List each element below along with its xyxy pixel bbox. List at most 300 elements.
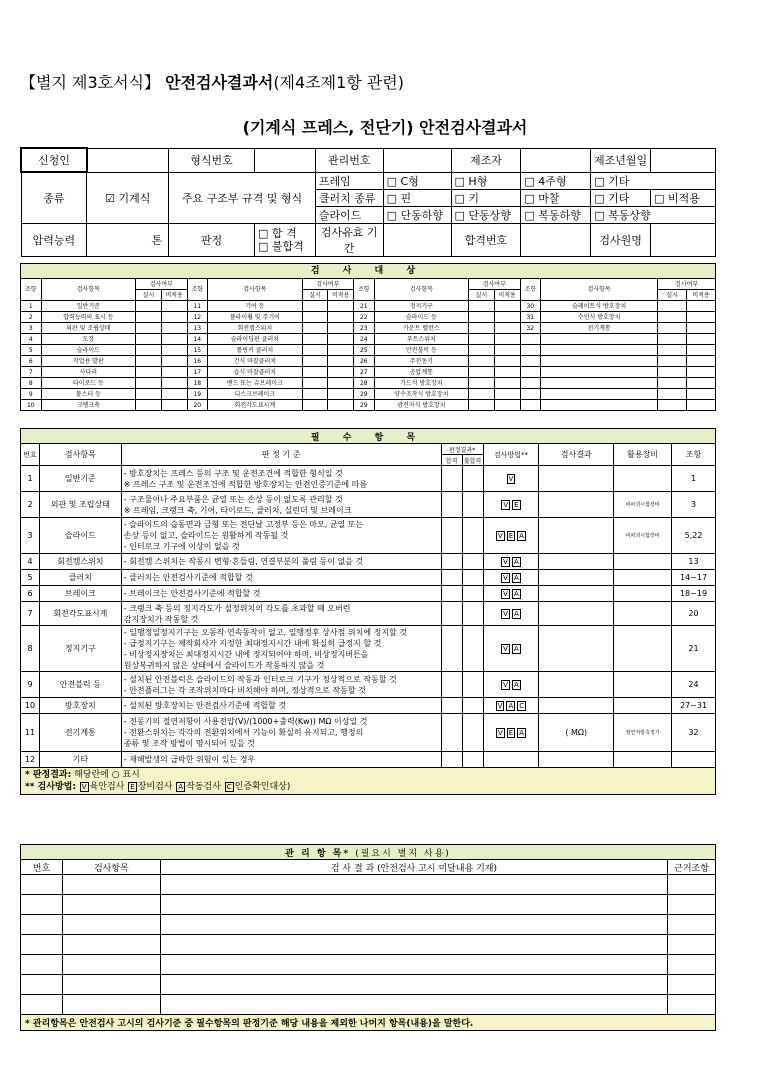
- required-clause: 1: [672, 466, 716, 492]
- required-item: 전기계통: [39, 714, 121, 752]
- target-na-cell[interactable]: [494, 400, 520, 411]
- required-criteria: [121, 554, 441, 570]
- mgmt-row: [21, 975, 716, 995]
- target-na-cell[interactable]: [687, 334, 716, 345]
- target-na-cell[interactable]: [494, 389, 520, 400]
- target-na-cell[interactable]: [161, 301, 187, 312]
- required-row: [21, 466, 716, 492]
- mgmt-result-cell[interactable]: [160, 995, 667, 1015]
- required-clause: 5,22: [672, 518, 716, 554]
- mgmt-no-cell[interactable]: [21, 915, 63, 935]
- target-do-cell[interactable]: [302, 400, 328, 411]
- target-item-no: 21: [354, 301, 375, 312]
- target-item-no: 9: [21, 389, 42, 400]
- judge-fail-cell[interactable]: [462, 492, 483, 518]
- slide-opt-1[interactable]: □ 단동하향: [383, 206, 451, 223]
- target-do-cell[interactable]: [302, 378, 328, 389]
- required-result[interactable]: [539, 698, 614, 714]
- col-item: 검사항목: [39, 444, 121, 466]
- target-do-cell[interactable]: [658, 378, 687, 389]
- judge-fail-cell[interactable]: [462, 602, 483, 626]
- pass-no-value[interactable]: [521, 223, 591, 256]
- target-na-cell[interactable]: [161, 400, 187, 411]
- required-result[interactable]: [539, 554, 614, 570]
- mgmt-row: [21, 895, 716, 915]
- target-item-no: 25: [354, 345, 375, 356]
- target-row: [21, 400, 716, 411]
- target-do-cell[interactable]: [658, 312, 687, 323]
- required-method: [483, 466, 539, 492]
- target-item-no: 3: [21, 323, 42, 334]
- target-item-no: 26: [354, 356, 375, 367]
- mgmt-no-cell[interactable]: [21, 975, 63, 995]
- clutch-opt-na[interactable]: □ 비적용: [651, 189, 716, 206]
- target-do-cell[interactable]: [658, 301, 687, 312]
- form-reference: (제4조제1항 관련): [273, 73, 404, 92]
- target-na-cell[interactable]: [328, 367, 354, 378]
- target-item-name: 전기계통: [541, 323, 658, 334]
- target-do-cell[interactable]: [302, 301, 328, 312]
- judge-fail-cell[interactable]: [462, 672, 483, 698]
- method-v-icon: V: [508, 474, 514, 483]
- judge-pass-cell[interactable]: [441, 518, 462, 554]
- target-item-no: 11: [187, 301, 208, 312]
- required-method: [483, 554, 539, 570]
- mgmt-no-cell[interactable]: [21, 935, 63, 955]
- target-item-name: 푸트스위치: [374, 334, 469, 345]
- note1-label: * 판정결과:: [25, 770, 72, 780]
- target-na-cell[interactable]: [328, 323, 354, 334]
- required-row: [21, 602, 716, 626]
- mgmt-clause-cell[interactable]: [668, 935, 716, 955]
- target-item-no: 31: [520, 312, 541, 323]
- criteria-line: - 안전플러그는 각 조작위치마다 비치해야 하며, 정상적으로 작동할 것: [123, 685, 366, 695]
- target-item-name: 양수조작식 방호장치: [374, 389, 469, 400]
- required-equip: [614, 698, 672, 714]
- required-equip: [614, 672, 672, 698]
- criteria-line: - 방호장치는 프레스 등의 구조 및 운전조건에 적합한 형식일 것: [123, 468, 343, 478]
- target-col-na: 비적용: [494, 290, 520, 301]
- target-item-no: 30: [520, 301, 541, 312]
- inspector-value[interactable]: [651, 223, 716, 256]
- required-row: [21, 518, 716, 554]
- criteria-line: - 전환스위치는 각각의 전환위치에서 기능이 확실히 유지되고, 행정의: [123, 728, 364, 737]
- required-result[interactable]: [539, 518, 614, 554]
- mgmt-clause-cell[interactable]: [668, 915, 716, 935]
- target-do-cell[interactable]: [136, 389, 162, 400]
- target-item-no: [520, 378, 541, 389]
- mgmt-clause-cell[interactable]: [668, 895, 716, 915]
- target-item-name: 수인식 방호장치: [541, 312, 658, 323]
- target-item-no: 23: [354, 323, 375, 334]
- mgmt-result-cell[interactable]: [160, 935, 667, 955]
- target-item-no: 29: [354, 389, 375, 400]
- method-e-icon: E: [508, 531, 514, 540]
- slide-opt-3[interactable]: □ 복동하향: [521, 206, 591, 223]
- method-v-icon: V: [503, 680, 508, 689]
- maker-value[interactable]: [521, 148, 591, 172]
- target-na-cell[interactable]: [328, 334, 354, 345]
- target-na-cell[interactable]: [328, 356, 354, 367]
- slide-opt-4[interactable]: □ 복동상향: [591, 206, 716, 223]
- clutch-opt-friction[interactable]: □ 마찰: [521, 189, 591, 206]
- target-na-cell[interactable]: [494, 345, 520, 356]
- target-na-cell[interactable]: [687, 345, 716, 356]
- required-equip: [614, 586, 672, 602]
- judge-fail-cell[interactable]: [462, 698, 483, 714]
- method-a-icon: A: [519, 531, 524, 540]
- pass-checkbox[interactable]: □ 합 격: [257, 226, 297, 240]
- required-result[interactable]: [539, 586, 614, 602]
- mgmt-title: 관 리 항 목*: [285, 848, 351, 859]
- judge-pass-cell[interactable]: [441, 698, 462, 714]
- target-na-cell[interactable]: [161, 378, 187, 389]
- required-clause: 32: [672, 714, 716, 752]
- frame-opt-4[interactable]: □ 4주형: [521, 172, 591, 189]
- judge-pass-cell[interactable]: [441, 492, 462, 518]
- target-na-cell[interactable]: [161, 389, 187, 400]
- judge-pass-cell[interactable]: [441, 586, 462, 602]
- target-row: [21, 378, 716, 389]
- note-cert: 인증확인대상): [234, 782, 291, 792]
- required-clause: 14~17: [672, 570, 716, 586]
- mgmt-item-cell[interactable]: [62, 915, 160, 935]
- target-do-cell[interactable]: [302, 356, 328, 367]
- target-item-no: 32: [520, 323, 541, 334]
- target-na-cell[interactable]: [687, 301, 716, 312]
- target-col-no: 조항: [354, 279, 375, 301]
- judge-pass-cell[interactable]: [441, 554, 462, 570]
- mgmt-clause-cell[interactable]: [668, 875, 716, 895]
- target-item-no: [520, 345, 541, 356]
- target-do-cell[interactable]: [469, 345, 495, 356]
- target-na-cell[interactable]: [687, 312, 716, 323]
- judge-pass-cell[interactable]: [441, 714, 462, 752]
- mgmt-result-cell[interactable]: [160, 895, 667, 915]
- target-do-cell[interactable]: [136, 378, 162, 389]
- target-na-cell[interactable]: [494, 378, 520, 389]
- target-do-cell[interactable]: [469, 389, 495, 400]
- frame-opt-h[interactable]: □ H형: [451, 172, 521, 189]
- target-col-na: 비적용: [161, 290, 187, 301]
- target-na-cell[interactable]: [161, 334, 187, 345]
- target-na-cell[interactable]: [328, 378, 354, 389]
- target-na-cell[interactable]: [161, 345, 187, 356]
- target-item-name: [541, 356, 658, 367]
- target-na-cell[interactable]: [687, 400, 716, 411]
- required-result[interactable]: [539, 466, 614, 492]
- target-col-do: 실시: [136, 290, 162, 301]
- kind-value[interactable]: ☑ 기계식: [87, 172, 169, 223]
- target-item-no: 12: [187, 312, 208, 323]
- target-item-name: 광전자식 방호장치: [374, 400, 469, 411]
- target-item-name: 가드식 방호장치: [374, 378, 469, 389]
- judge-fail-cell[interactable]: [462, 518, 483, 554]
- mgmt-result-cell[interactable]: [160, 875, 667, 895]
- judge-fail-cell[interactable]: [462, 626, 483, 672]
- required-method: [483, 626, 539, 672]
- required-result[interactable]: [539, 492, 614, 518]
- mgmt-item-cell[interactable]: [62, 895, 160, 915]
- kind-label: 종류: [21, 172, 87, 223]
- required-result[interactable]: [539, 570, 614, 586]
- required-method: [483, 714, 539, 752]
- required-item: 안전블럭 등: [39, 672, 121, 698]
- method-a-icon: A: [513, 573, 519, 582]
- required-clause: 18~19: [672, 586, 716, 602]
- criteria-line: - 일행정일정지기구는 오동작·연속동작이 없고, 일행정후 상사점 위치에 정지할 것: [123, 627, 408, 637]
- target-item-name: 슬라이딩핀 클러치: [208, 334, 303, 345]
- target-do-cell[interactable]: [469, 312, 495, 323]
- target-na-cell[interactable]: [687, 378, 716, 389]
- required-item: 외관 및 조립상태: [39, 492, 121, 518]
- target-row: [21, 334, 716, 345]
- target-na-cell[interactable]: [494, 367, 520, 378]
- target-item-no: 13: [187, 323, 208, 334]
- mgmt-row: [21, 995, 716, 1015]
- model-no-value[interactable]: [254, 148, 315, 172]
- target-item-no: 19: [187, 389, 208, 400]
- applicant-value[interactable]: [87, 148, 169, 172]
- mgmt-no-cell[interactable]: [21, 875, 63, 895]
- target-item-no: [520, 334, 541, 345]
- target-na-cell[interactable]: [687, 389, 716, 400]
- target-do-cell[interactable]: [658, 367, 687, 378]
- method-v-icon: V: [503, 589, 508, 598]
- clutch-opt-etc[interactable]: □ 기타: [591, 189, 651, 206]
- target-do-cell[interactable]: [469, 400, 495, 411]
- target-do-cell[interactable]: [658, 356, 687, 367]
- criteria-line: 종류 및 조작 방법이 명시되어 있을 것: [123, 739, 255, 748]
- target-do-cell[interactable]: [469, 367, 495, 378]
- required-result[interactable]: [539, 672, 614, 698]
- target-na-cell[interactable]: [494, 356, 520, 367]
- target-do-cell[interactable]: [658, 389, 687, 400]
- target-do-cell[interactable]: [469, 334, 495, 345]
- target-do-cell[interactable]: [469, 301, 495, 312]
- target-na-cell[interactable]: [494, 312, 520, 323]
- target-item-name: 공압계통: [374, 367, 469, 378]
- judge-fail-cell[interactable]: [462, 586, 483, 602]
- target-do-cell[interactable]: [136, 345, 162, 356]
- target-item-name: 사다리: [41, 367, 136, 378]
- target-item-no: [520, 356, 541, 367]
- document-title: (기계식 프레스, 전단기) 안전검사결과서: [242, 118, 528, 137]
- required-no: 6: [21, 586, 40, 602]
- slide-opt-2[interactable]: □ 단동상향: [451, 206, 521, 223]
- target-item-no: 7: [21, 367, 42, 378]
- judge-fail-cell[interactable]: [462, 554, 483, 570]
- criteria-line: - 설치된 안전블럭은 슬라이드의 작동과 인터로크 기구가 정상적으로 작동할 것: [123, 674, 397, 684]
- required-method: [483, 492, 539, 518]
- target-item-name: 일반기준: [41, 301, 136, 312]
- required-result[interactable]: [539, 602, 614, 626]
- criteria-line: ※ 프레임, 크랭크 축, 기어, 타이로드, 클러치, 실린더 및 브레이크: [123, 505, 352, 515]
- criteria-line: - 브레이크는 안전검사기준에 적합할 것: [123, 589, 261, 598]
- target-do-cell[interactable]: [302, 334, 328, 345]
- judge-pass-cell[interactable]: [441, 570, 462, 586]
- criteria-line: - 슬라이드의 습동면과 금형 또는 전단날 고정부 등은 마모, 균열 또는: [123, 520, 364, 529]
- required-row: [21, 626, 716, 672]
- target-na-cell[interactable]: [687, 323, 716, 334]
- target-na-cell[interactable]: [328, 301, 354, 312]
- target-na-cell[interactable]: [161, 367, 187, 378]
- target-col-do: 실시: [469, 290, 495, 301]
- target-item-no: 20: [187, 400, 208, 411]
- mgmt-no-value[interactable]: [383, 148, 451, 172]
- valid-value[interactable]: [383, 223, 451, 256]
- judge-fail-cell[interactable]: [462, 752, 483, 768]
- col-clause: 조항: [672, 444, 716, 466]
- spec-label: 주요 구조부 규격 및 형식: [169, 172, 316, 223]
- judge-fail-cell[interactable]: [462, 570, 483, 586]
- target-na-cell[interactable]: [494, 334, 520, 345]
- target-do-cell[interactable]: [469, 356, 495, 367]
- required-method: [483, 698, 539, 714]
- target-item-name: 기어 등: [208, 301, 303, 312]
- target-do-cell[interactable]: [658, 400, 687, 411]
- target-do-cell[interactable]: [658, 323, 687, 334]
- required-criteria: [121, 518, 441, 554]
- clutch-opt-key[interactable]: □ 키: [451, 189, 521, 206]
- method-v-icon: V: [503, 573, 508, 582]
- target-na-cell[interactable]: [328, 312, 354, 323]
- required-result[interactable]: [539, 752, 614, 768]
- required-clause: [672, 752, 716, 768]
- target-na-cell[interactable]: [161, 323, 187, 334]
- target-na-cell[interactable]: [687, 367, 716, 378]
- mgmt-result-cell[interactable]: [160, 975, 667, 995]
- mgmt-result-cell[interactable]: [160, 915, 667, 935]
- target-col-na: 비적용: [328, 290, 354, 301]
- target-do-cell[interactable]: [658, 345, 687, 356]
- judge-fail-cell[interactable]: [462, 466, 483, 492]
- mgmt-clause-cell[interactable]: [668, 995, 716, 1015]
- judge-pass-cell[interactable]: [441, 672, 462, 698]
- target-na-cell[interactable]: [161, 356, 187, 367]
- target-item-no: 22: [354, 312, 375, 323]
- target-na-cell[interactable]: [328, 389, 354, 400]
- required-no: 10: [21, 698, 40, 714]
- mgmt-clause-cell[interactable]: [668, 955, 716, 975]
- target-item-no: 28: [354, 378, 375, 389]
- method-a-icon: A: [513, 680, 519, 689]
- target-do-cell[interactable]: [302, 389, 328, 400]
- target-item-name: 정지기구: [374, 301, 469, 312]
- target-do-cell[interactable]: [136, 356, 162, 367]
- target-na-cell[interactable]: [161, 312, 187, 323]
- target-item-no: 24: [354, 334, 375, 345]
- target-do-cell[interactable]: [136, 312, 162, 323]
- target-do-cell[interactable]: [302, 312, 328, 323]
- target-do-cell[interactable]: [136, 334, 162, 345]
- mgmt-item-cell[interactable]: [62, 975, 160, 995]
- note1-text: 해당란에 ○ 표시: [74, 770, 140, 780]
- mgmt-clause-cell[interactable]: [668, 975, 716, 995]
- target-na-cell[interactable]: [328, 400, 354, 411]
- target-item-name: 타이로드 등: [41, 378, 136, 389]
- required-result[interactable]: ( MΩ): [539, 714, 614, 752]
- target-do-cell[interactable]: [136, 323, 162, 334]
- method-a-icon: A: [513, 589, 519, 598]
- target-do-cell[interactable]: [302, 367, 328, 378]
- target-do-cell[interactable]: [658, 334, 687, 345]
- target-item-no: 27: [354, 367, 375, 378]
- target-do-cell[interactable]: [302, 323, 328, 334]
- valid-label: 검사유효 기간: [315, 223, 383, 256]
- fail-checkbox[interactable]: □ 불합격: [257, 239, 304, 253]
- target-do-cell[interactable]: [469, 378, 495, 389]
- target-na-cell[interactable]: [687, 356, 716, 367]
- target-item-name: [541, 367, 658, 378]
- target-row: [21, 301, 716, 312]
- target-item-name: [541, 400, 658, 411]
- required-equip: 비파괴시험장비: [614, 518, 672, 554]
- mgmt-no-cell[interactable]: [21, 895, 63, 915]
- required-result[interactable]: [539, 626, 614, 672]
- criteria-line: 감지장치가 작동할 것: [123, 614, 199, 624]
- required-no: 3: [21, 518, 40, 554]
- target-do-cell[interactable]: [136, 400, 162, 411]
- judge-fail-cell[interactable]: [462, 714, 483, 752]
- target-na-cell[interactable]: [494, 323, 520, 334]
- target-item-no: 1: [21, 301, 42, 312]
- target-item-name: 회전캠스위치: [208, 323, 303, 334]
- mgmt-no-cell[interactable]: [21, 955, 63, 975]
- criteria-line: - 회전캠 스위치는 작동시 변형·흔들림, 연결부분의 풀림 등이 없을 것: [123, 557, 364, 566]
- mgmt-result-cell[interactable]: [160, 955, 667, 975]
- target-do-cell[interactable]: [136, 301, 162, 312]
- clutch-opt-pin[interactable]: □ 핀: [383, 189, 451, 206]
- frame-label: 프레임: [315, 172, 383, 189]
- target-do-cell[interactable]: [136, 367, 162, 378]
- frame-opt-etc[interactable]: □ 기타: [591, 172, 716, 189]
- target-item-name: 건식 마찰클러치: [208, 356, 303, 367]
- inspector-label: 검사원명: [591, 223, 651, 256]
- target-item-name: 카운트 밸런스: [374, 323, 469, 334]
- required-row: [21, 714, 716, 752]
- required-criteria: [121, 626, 441, 672]
- col-method: 검사방법**: [483, 444, 539, 466]
- mgmt-item-cell[interactable]: [62, 935, 160, 955]
- required-clause: 20: [672, 602, 716, 626]
- required-criteria: [121, 698, 441, 714]
- capacity-label: 압력능력: [21, 223, 87, 256]
- made-date-value[interactable]: [651, 148, 716, 172]
- target-na-cell[interactable]: [494, 301, 520, 312]
- mgmt-item-cell[interactable]: [62, 955, 160, 975]
- judge-pass-cell[interactable]: [441, 626, 462, 672]
- mgmt-item-cell[interactable]: [62, 875, 160, 895]
- target-section-title: 검 사 대 상: [21, 264, 716, 279]
- mgmt-col-no: 번호: [21, 860, 63, 875]
- required-no: 9: [21, 672, 40, 698]
- required-equip: 비파괴시험장비: [614, 492, 672, 518]
- target-do-cell[interactable]: [469, 323, 495, 334]
- required-equip: [614, 466, 672, 492]
- mgmt-row: [21, 955, 716, 975]
- judge-pass-cell[interactable]: [441, 602, 462, 626]
- frame-opt-c[interactable]: □ C형: [383, 172, 451, 189]
- judge-pass-cell[interactable]: [441, 466, 462, 492]
- mgmt-no-cell[interactable]: [21, 995, 63, 1015]
- required-row: [21, 672, 716, 698]
- mgmt-item-cell[interactable]: [62, 995, 160, 1015]
- target-na-cell[interactable]: [328, 345, 354, 356]
- judge-pass-cell[interactable]: [441, 752, 462, 768]
- judgement-options[interactable]: [254, 223, 315, 256]
- target-do-cell[interactable]: [302, 345, 328, 356]
